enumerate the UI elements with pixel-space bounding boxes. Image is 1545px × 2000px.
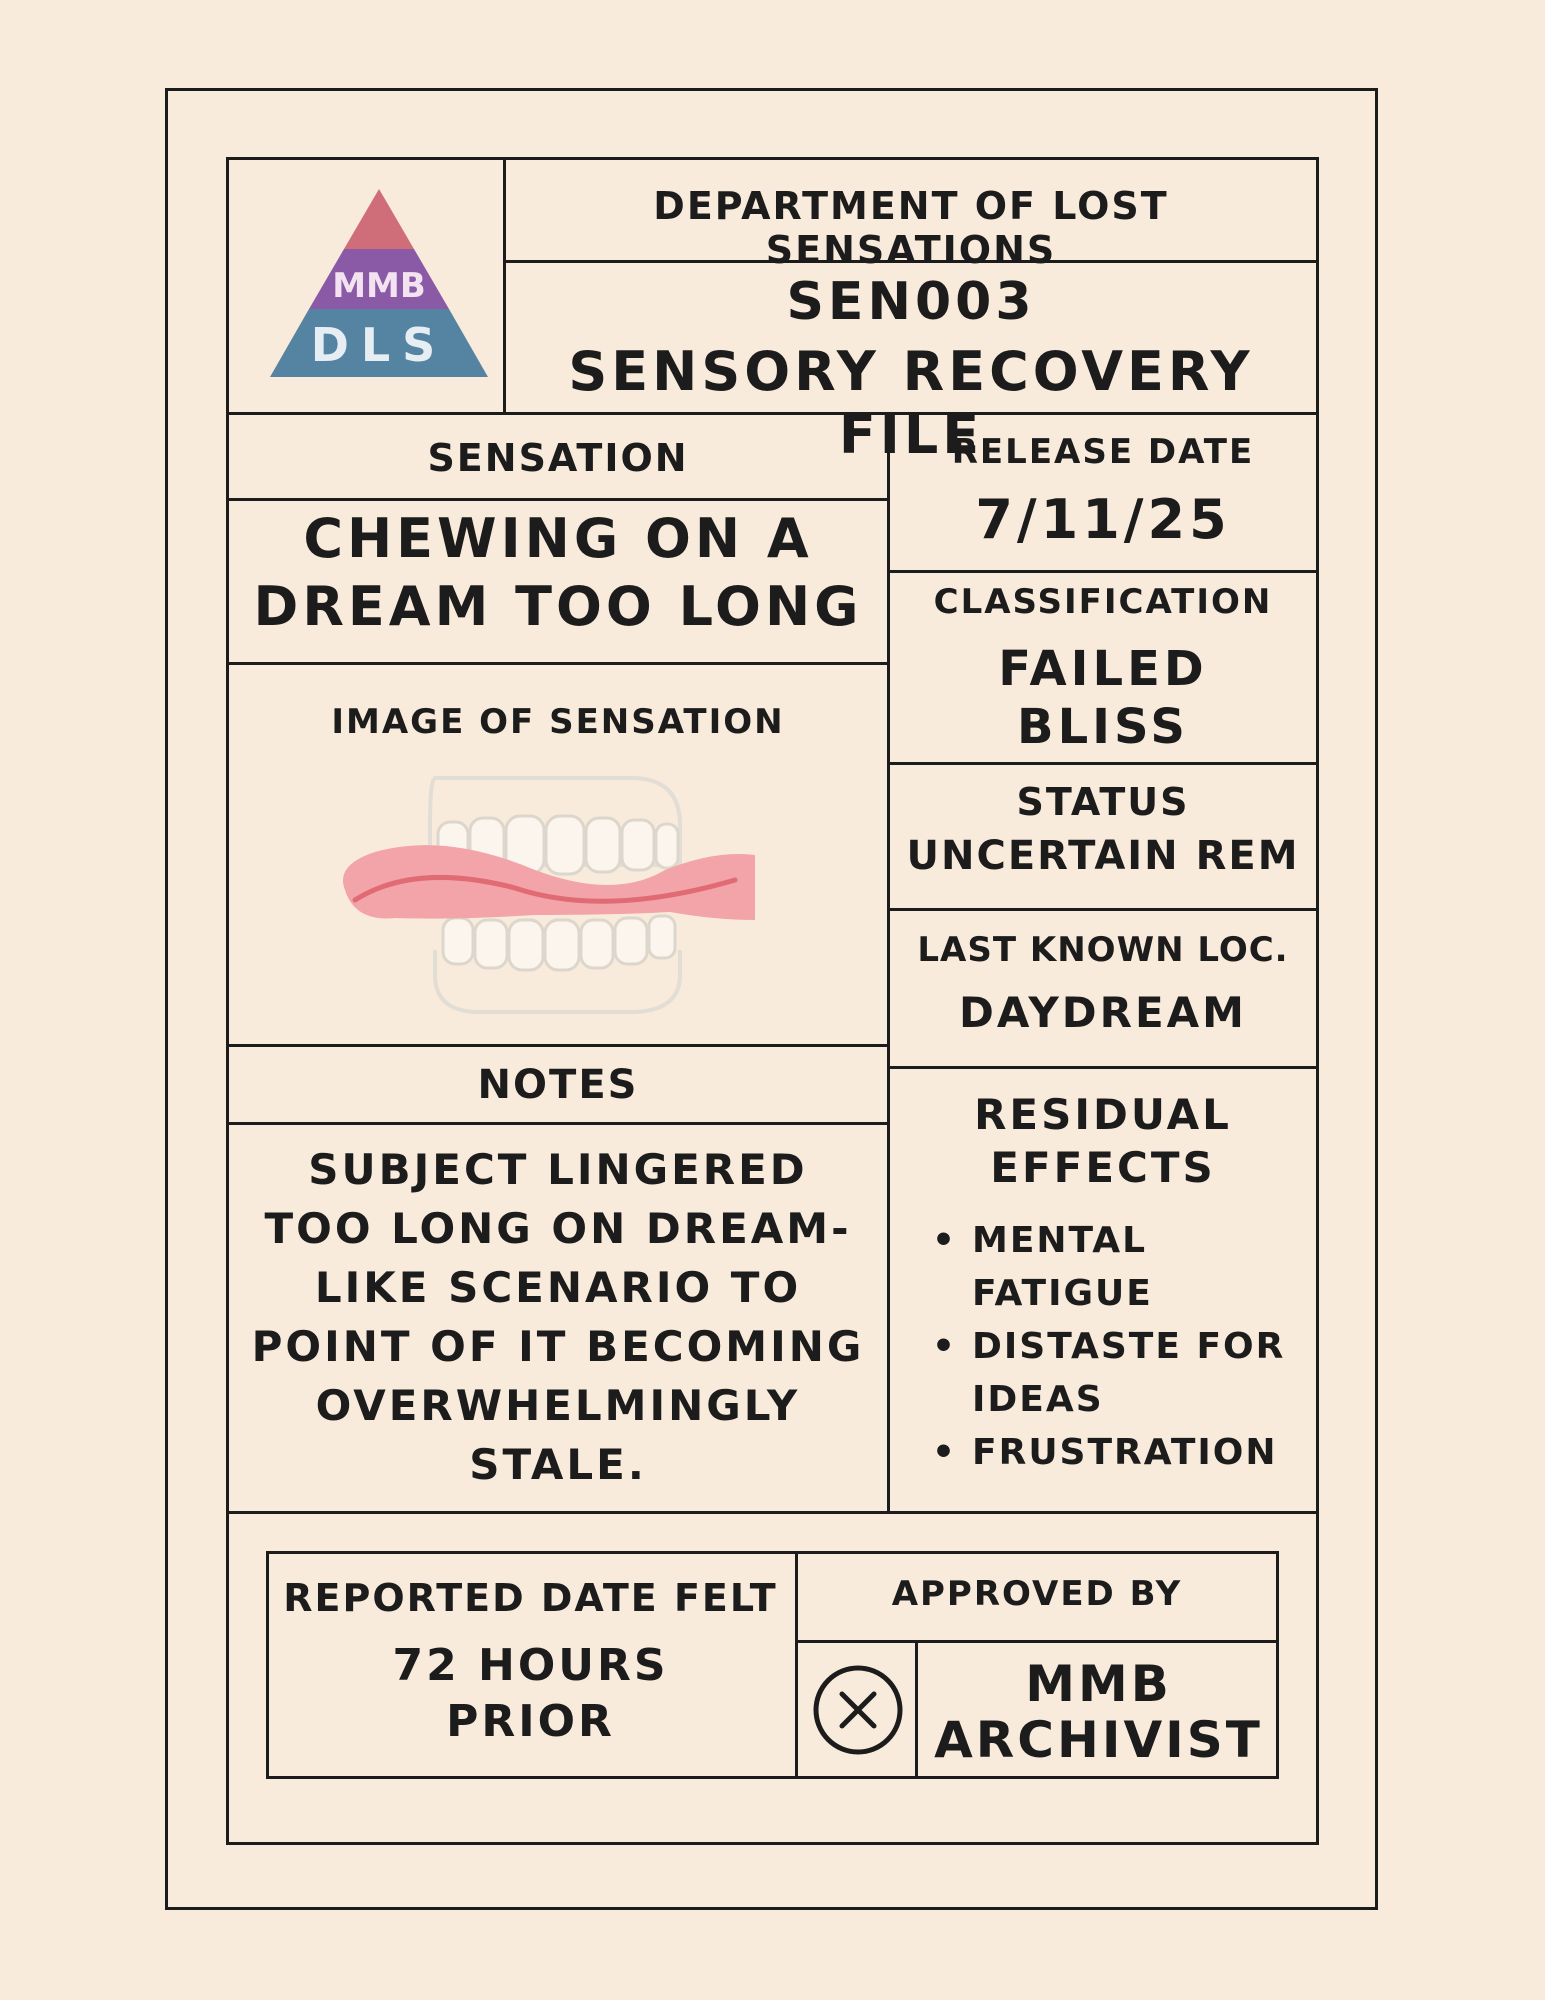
release-date-label: RELEASE DATE — [951, 432, 1255, 472]
body-bottom-rule — [226, 1511, 1319, 1514]
status-value: UNCERTAIN REM — [906, 833, 1300, 879]
release-date-value: 7/11/25 — [975, 488, 1231, 551]
approved-by-label: APPROVED BY — [891, 1574, 1183, 1614]
last-known-loc-value: DAYDREAM — [959, 988, 1247, 1037]
sensation-label: SENSATION — [427, 436, 689, 480]
effect-item: • DISTASTE FOR IDEAS — [926, 1320, 1316, 1426]
residual-effects-list — [926, 1214, 1316, 1479]
classification-value: FAILED BLISS — [998, 641, 1208, 755]
classification-label: CLASSIFICATION — [933, 582, 1273, 622]
reported-date-label: REPORTED DATE FELT — [283, 1576, 778, 1620]
logo-top-text: MMB — [332, 266, 426, 306]
circled-x-icon — [812, 1664, 904, 1756]
divider-location — [887, 1066, 1319, 1069]
divider-status — [887, 908, 1319, 911]
divider-classification — [887, 762, 1319, 765]
file-title: SENSORY RECOVERY FILE — [568, 340, 1254, 466]
effect-item: • FRUSTRATION — [926, 1426, 1316, 1479]
department-name: DEPARTMENT OF LOST SENSATIONS — [653, 184, 1169, 272]
residual-effects-label: RESIDUAL EFFECTS — [974, 1090, 1232, 1192]
notes-label: NOTES — [477, 1062, 639, 1108]
divider-release — [887, 570, 1319, 573]
teeth-chewing-tongue-icon — [335, 770, 765, 1020]
approver-name: MMB ARCHIVIST — [934, 1655, 1263, 1769]
last-known-loc-label: LAST KNOWN LOC. — [917, 930, 1289, 970]
logo-bottom-text: DLS — [310, 318, 448, 372]
image-label: IMAGE OF SENSATION — [331, 702, 785, 742]
status-label: STATUS — [1016, 780, 1190, 824]
notes-text: SUBJECT LINGERED TOO LONG ON DREAM- LIKE SCENARIO TO POINT OF IT BECOMING OVERWHELMINGLY STALE. — [251, 1145, 865, 1489]
sensation-value: CHEWING ON A DREAM TOO LONG — [253, 507, 863, 638]
reported-date-value: 72 HOURS PRIOR — [392, 1640, 669, 1747]
file-id: SEN003 — [786, 272, 1036, 332]
effect-item: • MENTAL FATIGUE — [926, 1214, 1316, 1320]
dls-logo — [266, 185, 492, 381]
